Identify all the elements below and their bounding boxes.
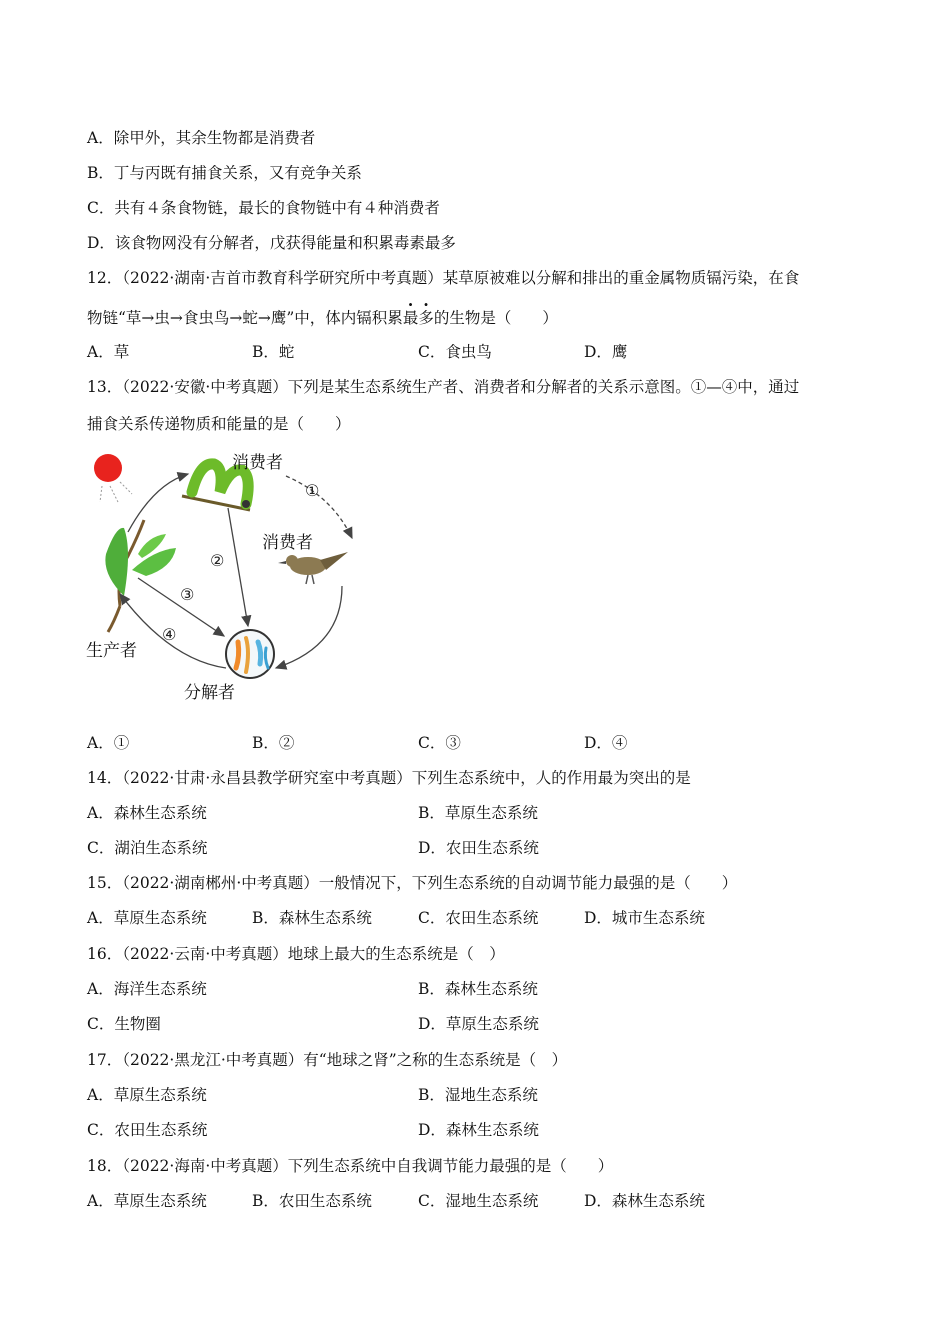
q17-option-d: D．森林生态系统 xyxy=(418,1121,539,1139)
q11-option-d: D．该食物网没有分解者，戊获得能量和积累毒素最多 xyxy=(87,234,456,252)
q17-option-c: C．农田生态系统 xyxy=(87,1121,208,1139)
q12-option-c: C．食虫鸟 xyxy=(418,343,492,361)
q12-option-b: B．蛇 xyxy=(252,343,295,361)
q13-option-b: B．② xyxy=(252,734,295,752)
q16-option-b: B．森林生态系统 xyxy=(418,980,538,998)
q14-option-a: A．森林生态系统 xyxy=(87,804,207,822)
q13-stem-line1: 13．（2022·安徽·中考真题）下列是某生态系统生产者、消费者和分解者的关系示意图。①—④中，通过 xyxy=(87,378,800,396)
q12-stem-post: 的生物是（ ） xyxy=(433,309,558,327)
q12-stem-pre: 物链“草→虫→食虫鸟→蛇→鹰”中，体内镉积累 xyxy=(87,309,403,327)
ecosystem-diagram xyxy=(80,446,370,711)
q16-stem: 16．（2022·云南·中考真题）地球上最大的生态系统是（ ） xyxy=(87,945,505,963)
q16-option-a: A．海洋生态系统 xyxy=(87,980,207,998)
q11-option-b: B．丁与丙既有捕食关系，又有竞争关系 xyxy=(87,164,362,182)
q15-stem: 15．（2022·湖南郴州·中考真题）一般情况下，下列生态系统的自动调节能力最强的是（ ） xyxy=(87,874,738,892)
q13-option-c: C．③ xyxy=(418,734,461,752)
q15-option-b: B．森林生态系统 xyxy=(252,909,372,927)
marker-3: ③ xyxy=(180,585,195,604)
q17-option-a: A．草原生态系统 xyxy=(87,1086,207,1104)
q15-option-c: C．农田生态系统 xyxy=(418,909,539,927)
q12-emphasis-2: 多 xyxy=(418,309,434,327)
q14-stem: 14．（2022·甘肃·永昌县教学研究室中考真题）下列生态系统中，人的作用最为突出的是 xyxy=(87,769,691,787)
q12-stem-line1: 12．（2022·湖南·吉首市教育科学研究所中考真题）某草原被难以分解和排出的重金属物质镉污染，在食 xyxy=(87,269,800,287)
q18-stem: 18．（2022·海南·中考真题）下列生态系统中自我调节能力最强的是（ ） xyxy=(87,1157,614,1175)
q14-option-c: C．湖泊生态系统 xyxy=(87,839,208,857)
q12-option-a: A．草 xyxy=(87,343,130,361)
marker-2: ② xyxy=(210,551,225,570)
q17-stem: 17．（2022·黑龙江·中考真题）有“地球之肾”之称的生态系统是（ ） xyxy=(87,1051,568,1069)
q14-option-d: D．农田生态系统 xyxy=(418,839,539,857)
bird-icon xyxy=(278,552,348,584)
marker-1: ① xyxy=(305,481,320,500)
q13-option-a: A．① xyxy=(87,734,130,752)
q13-stem-line2: 捕食关系传递物质和能量的是（ ） xyxy=(87,415,351,433)
sun-icon xyxy=(94,454,132,502)
decomposer-label: 分解者 xyxy=(184,683,235,703)
consumer-label-2: 消费者 xyxy=(262,533,313,553)
plant-icon xyxy=(105,520,176,632)
q12-option-d: D．鹰 xyxy=(584,343,628,361)
producer-label: 生产者 xyxy=(86,641,137,661)
q17-option-b: B．湿地生态系统 xyxy=(418,1086,538,1104)
q11-option-a: A．除甲外，其余生物都是消费者 xyxy=(87,129,316,147)
marker-4: ④ xyxy=(162,625,177,644)
q15-option-d: D．城市生态系统 xyxy=(584,909,705,927)
q14-option-b: B．草原生态系统 xyxy=(418,804,538,822)
q18-option-d: D．森林生态系统 xyxy=(584,1192,705,1210)
q11-option-c: C．共有４条食物链，最长的食物链中有４种消费者 xyxy=(87,199,440,217)
q18-option-a: A．草原生态系统 xyxy=(87,1192,207,1210)
consumer-label-1: 消费者 xyxy=(232,453,283,473)
q12-emphasis-1: 最 xyxy=(402,309,419,327)
decomposer-icon xyxy=(226,630,274,678)
q13-option-d: D．④ xyxy=(584,734,628,752)
q18-option-c: C．湿地生态系统 xyxy=(418,1192,539,1210)
q15-option-a: A．草原生态系统 xyxy=(87,909,207,927)
q16-option-d: D．草原生态系统 xyxy=(418,1015,539,1033)
q18-option-b: B．农田生态系统 xyxy=(252,1192,372,1210)
q12-stem-line2 xyxy=(87,308,558,328)
q16-option-c: C．生物圈 xyxy=(87,1015,161,1033)
